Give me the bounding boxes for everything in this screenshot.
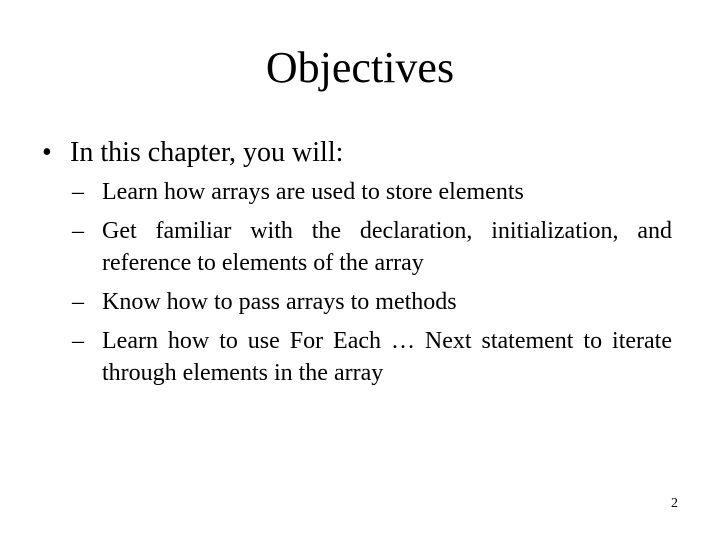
sub-bullet-text: Learn how to use For Each … Next statement to iterate through elements in the array [102,328,672,386]
slide-title: Objectives [265,43,455,92]
sub-bullet-text: Get familiar with the declaration, initialization, and reference to elements of the array [102,218,672,276]
sub-bullet-text: Know how to pass arrays to methods [102,289,457,315]
sub-bullet-text: Learn how arrays are used to store elements [102,179,524,205]
main-bullet [42,134,682,172]
sub-bullet-item [72,325,672,389]
dash-marker: – [72,179,84,205]
bullet-marker: • [42,137,52,168]
sub-bullet-item [72,286,672,318]
dash-marker: – [72,328,84,354]
sub-bullet-item [72,176,672,208]
dash-marker: – [72,218,84,244]
sub-bullet-list [72,176,672,396]
main-bullet-text: In this chapter, you will: [70,137,344,168]
page-number: 2 [671,496,678,511]
sub-bullet-item [72,215,672,279]
dash-marker: – [72,289,84,315]
